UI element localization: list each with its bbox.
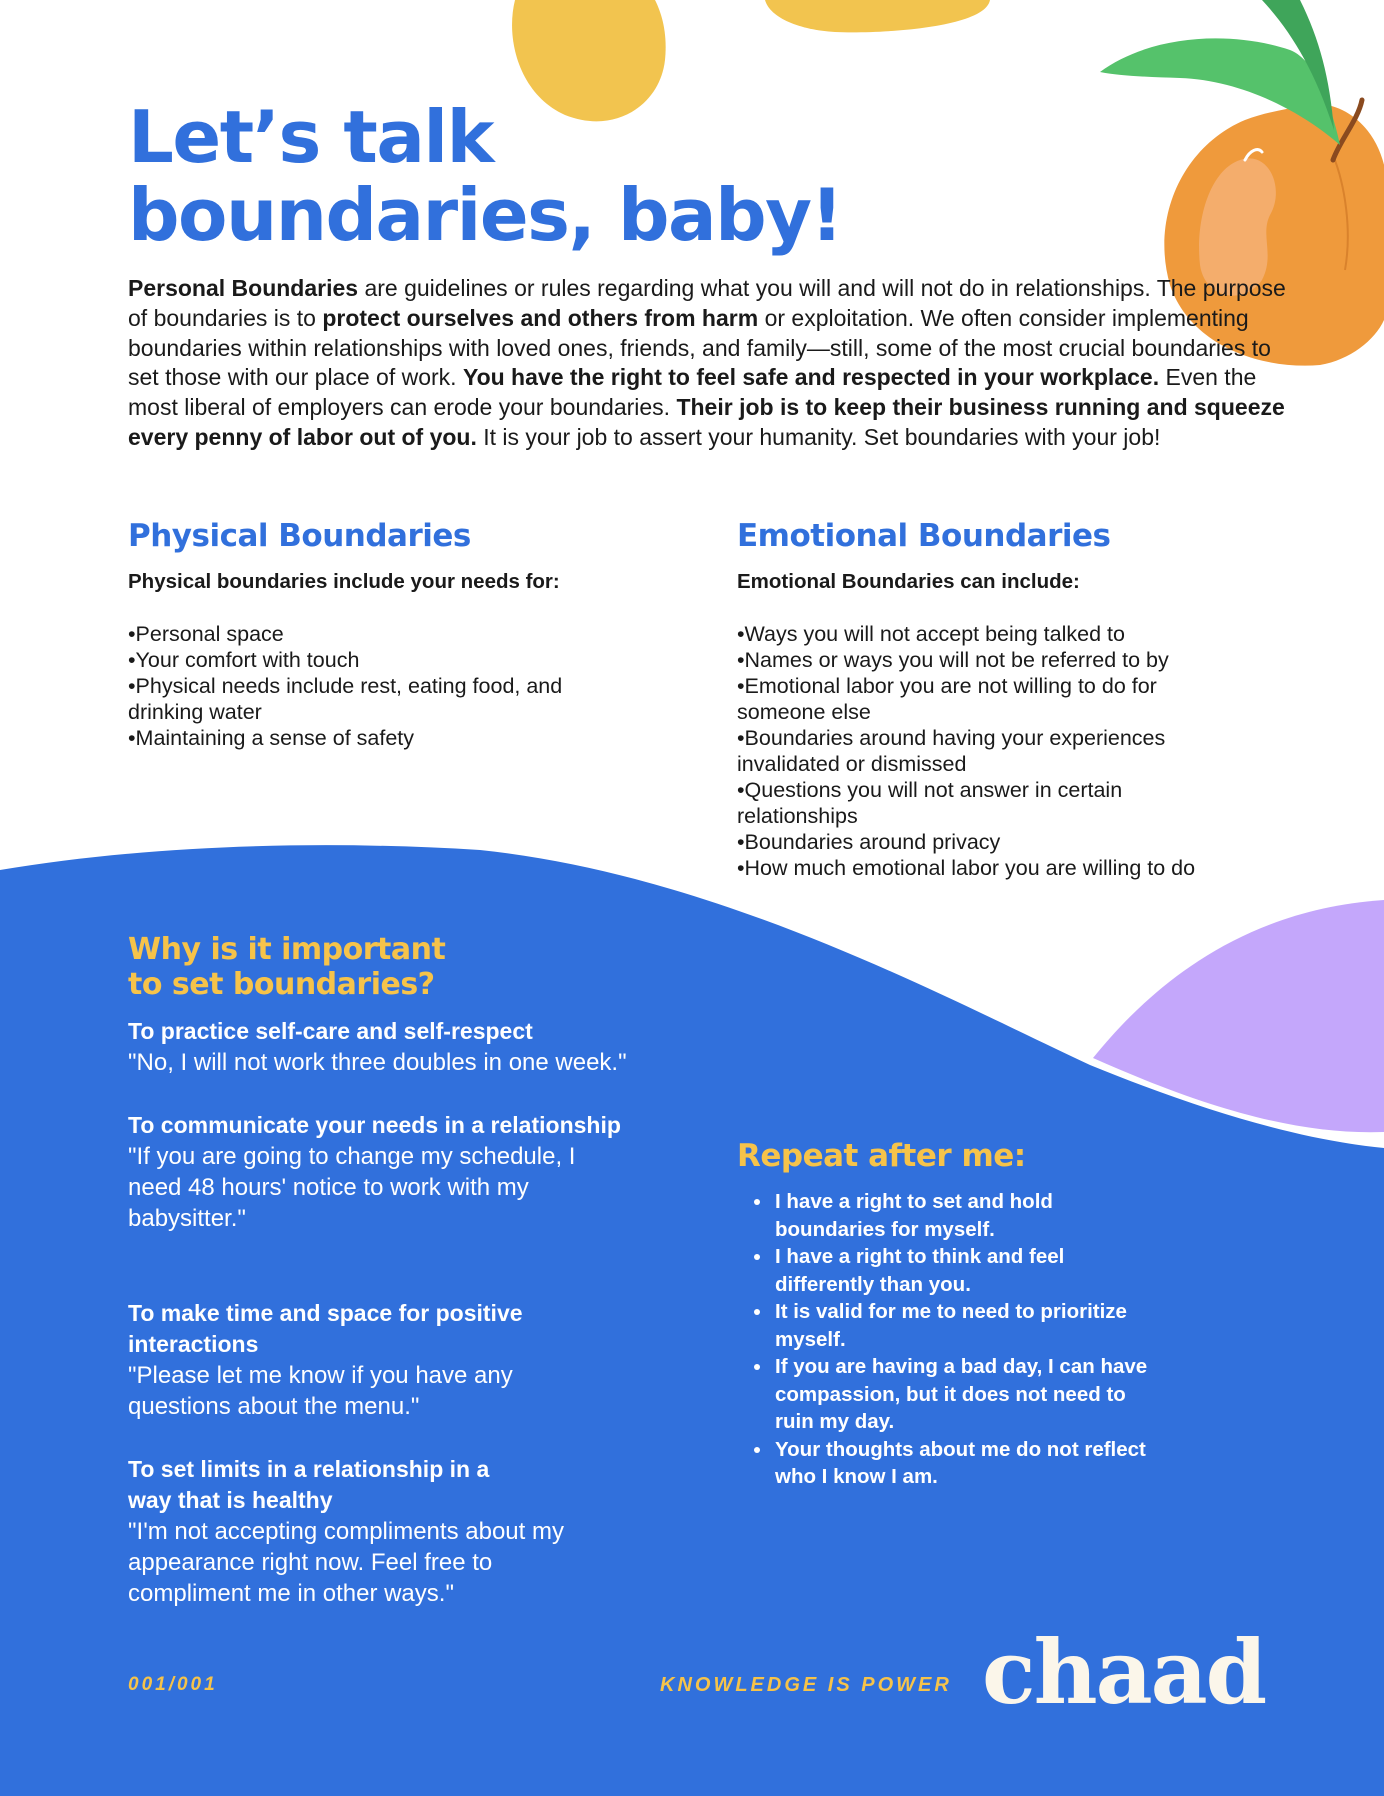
reason-title: To practice self-care and self-respect — [128, 1018, 533, 1044]
physical-boundaries-section — [128, 518, 628, 751]
list-item: • Names or ways you will not be referred to by — [737, 647, 1237, 673]
list-item: • How much emotional labor you are willing to do — [737, 855, 1237, 881]
list-item: • Your comfort with touch — [128, 647, 598, 673]
affirmation-list — [743, 1188, 1153, 1491]
reason-item — [128, 1298, 598, 1422]
reason-quote: "Please let me know if you have any questions about the menu." — [128, 1362, 513, 1420]
yellow-blob-right — [765, 0, 990, 32]
emotional-heading: Emotional Boundaries — [737, 518, 1111, 554]
why-heading-line-2: to set boundaries? — [128, 967, 435, 1002]
reason-title: To communicate your needs in a relationship — [128, 1112, 621, 1138]
reason-quote: "I'm not accepting compliments about my appearance right now. Feel free to compliment me in other ways." — [128, 1518, 564, 1607]
list-item: • Personal space — [128, 621, 598, 647]
list-item: • Emotional labor you are not willing to do for someone else — [737, 673, 1237, 725]
intro-text-1: are guidelines or rules regarding what you will and will not do in relationships. The purpose of boundaries is to — [128, 275, 1286, 331]
emotional-list — [737, 621, 1237, 881]
physical-subheading: Physical boundaries include your needs for: — [128, 570, 560, 593]
list-item: • Boundaries around having your experiences invalidated or dismissed — [737, 725, 1237, 777]
list-item: • Maintaining a sense of safety — [128, 725, 598, 751]
list-item: • Ways you will not accept being talked to — [737, 621, 1237, 647]
why-heading-line-1: Why is it important — [128, 932, 446, 967]
intro-bold-1: Personal Boundaries — [128, 275, 359, 301]
emotional-subheading: Emotional Boundaries can include: — [737, 570, 1080, 593]
list-item: • Boundaries around privacy — [737, 829, 1237, 855]
list-item: • If you are having a bad day, I can have compassion, but it does not need to ruin my day. — [773, 1353, 1153, 1436]
reason-item — [128, 1110, 628, 1234]
reason-quote: "If you are going to change my schedule, I need 48 hours' notice to work with my babysitter." — [128, 1143, 576, 1232]
page-number: 001/001 — [128, 1674, 218, 1695]
reason-title: To set limits in a relationship in a way that is healthy — [128, 1456, 490, 1513]
repeat-heading: Repeat after me: — [737, 1138, 1026, 1174]
reason-quote: "No, I will not work three doubles in one week." — [128, 1049, 627, 1076]
intro-paragraph — [128, 274, 1298, 453]
chaad-logo: chaad — [982, 1620, 1266, 1724]
emotional-boundaries-section — [737, 518, 1257, 881]
reason-title: To make time and space for positive interactions — [128, 1300, 523, 1357]
intro-bold-3: You have the right to feel safe and respected in your workplace. — [462, 364, 1160, 391]
why-heading — [128, 932, 688, 1002]
intro-text-2: or exploitation. We often consider implementing boundaries within relationships with loved ones, friends, and family—still, some of the most crucial boundaries to set those with our place of work. — [128, 304, 1271, 391]
reason-item — [128, 1016, 688, 1078]
list-item: • I have a right to think and feel differently than you. — [773, 1243, 1153, 1298]
physical-list — [128, 621, 598, 751]
reason-item — [128, 1454, 588, 1609]
list-item: • I have a right to set and hold boundaries for myself. — [773, 1188, 1153, 1243]
list-item: • Questions you will not answer in certain relationships — [737, 777, 1237, 829]
title-line-1: Let’s talk — [128, 95, 493, 179]
intro-text-4: It is your job to assert your humanity. Set boundaries with your job! — [476, 423, 1161, 450]
physical-heading: Physical Boundaries — [128, 518, 471, 554]
page-title — [128, 95, 1028, 257]
list-item: • Your thoughts about me do not reflect who I know I am. — [773, 1436, 1153, 1491]
list-item: • It is valid for me to need to prioritize myself. — [773, 1298, 1153, 1353]
tagline: KNOWLEDGE IS POWER — [660, 1674, 952, 1696]
title-line-2: boundaries, baby! — [128, 173, 842, 257]
intro-bold-2: protect ourselves and others from harm — [322, 304, 759, 331]
list-item: • Physical needs include rest, eating food, and drinking water — [128, 673, 598, 725]
intro-text-3: Even the most liberal of employers can erode your boundaries. — [128, 364, 1257, 421]
intro-bold-4: Their job is to keep their business running and squeeze every penny of labor out of you. — [128, 394, 1285, 450]
